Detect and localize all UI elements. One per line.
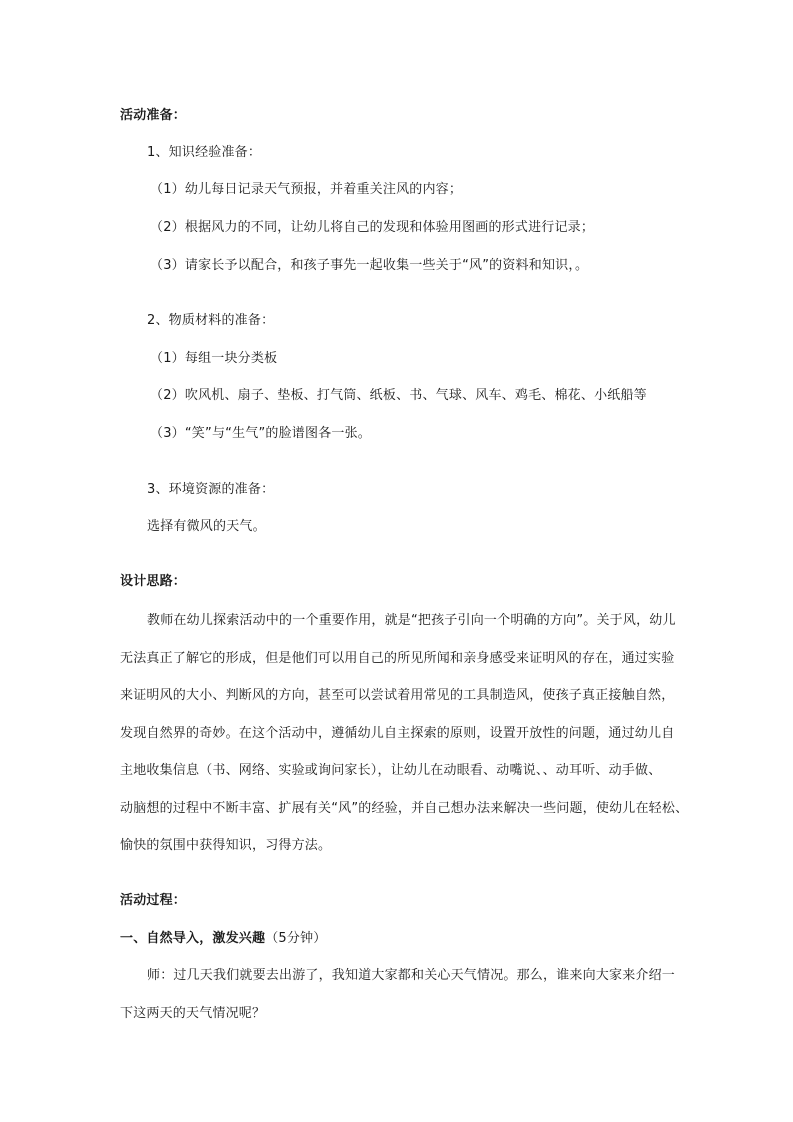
design-paragraph-line: 教师在幼儿探索活动中的一个重要作用，就是“把孩子引向一个明确的方向”。关于风，幼儿 (147, 613, 676, 628)
step1-duration: （5分钟） (265, 931, 327, 946)
knowledge-item: （2）根据风力的不同，让幼儿将自己的发现和体验用图画的形式进行记录； (150, 220, 595, 235)
dialogue-line: 师：过几天我们就要去出游了，我知道大家都和关心天气情况。那么，谁来向大家来介绍一 (147, 968, 676, 983)
design-paragraph-line: 动脑想的过程中不断丰富、扩展有关“风”的经验，并自己想办法来解决一些问题，使幼儿在轻松、 (120, 801, 689, 816)
process-heading: 活动过程： (120, 893, 187, 908)
design-paragraph-line: 发现自然界的奇妙。在这个活动中，遵循幼儿自主探索的原则，设置开放性的问题，通过幼儿自 (120, 726, 675, 741)
design-paragraph-line: 愉快的氛围中获得知识，习得方法。 (120, 838, 332, 853)
environment-title: 3、环境资源的准备： (147, 482, 275, 497)
material-item: （1）每组一块分类板 (150, 351, 278, 366)
design-paragraph-line: 无法真正了解它的形成，但是他们可以用自己的所见所闻和亲身感受来证明风的存在，通过实验 (120, 651, 675, 666)
material-item: （3）“笑”与“生气”的脸谱图各一张。 (150, 426, 372, 441)
environment-text: 选择有微风的天气。 (147, 519, 266, 534)
step1-title-line (120, 929, 326, 949)
knowledge-title: 1、知识经验准备： (147, 145, 262, 160)
step1-title: 一、自然导入，激发兴趣 (120, 931, 266, 946)
design-paragraph-line: 来证明风的大小、判断风的方向，甚至可以尝试着用常见的工具制造风，使孩子真正接触自然， (120, 688, 675, 703)
knowledge-item: （1）幼儿每日记录天气预报，并着重关注风的内容； (150, 182, 463, 197)
material-title: 2、物质材料的准备： (147, 313, 275, 328)
prep-heading: 活动准备： (120, 108, 187, 123)
material-item: （2）吹风机、扇子、垫板、打气筒、纸板、书、气球、风车、鸡毛、棉花、小纸船等 (150, 388, 647, 403)
knowledge-item: （3）请家长予以配合，和孩子事先一起收集一些关于“风”的资料和知识，。 (150, 258, 589, 273)
dialogue-line: 下这两天的天气情况呢？ (120, 1006, 266, 1021)
design-paragraph-line: 主地收集信息（书、网络、实验或询问家长），让幼儿在动眼看、动嘴说、、动耳听、动手做、 (120, 763, 662, 778)
design-heading: 设计思路： (120, 574, 187, 589)
